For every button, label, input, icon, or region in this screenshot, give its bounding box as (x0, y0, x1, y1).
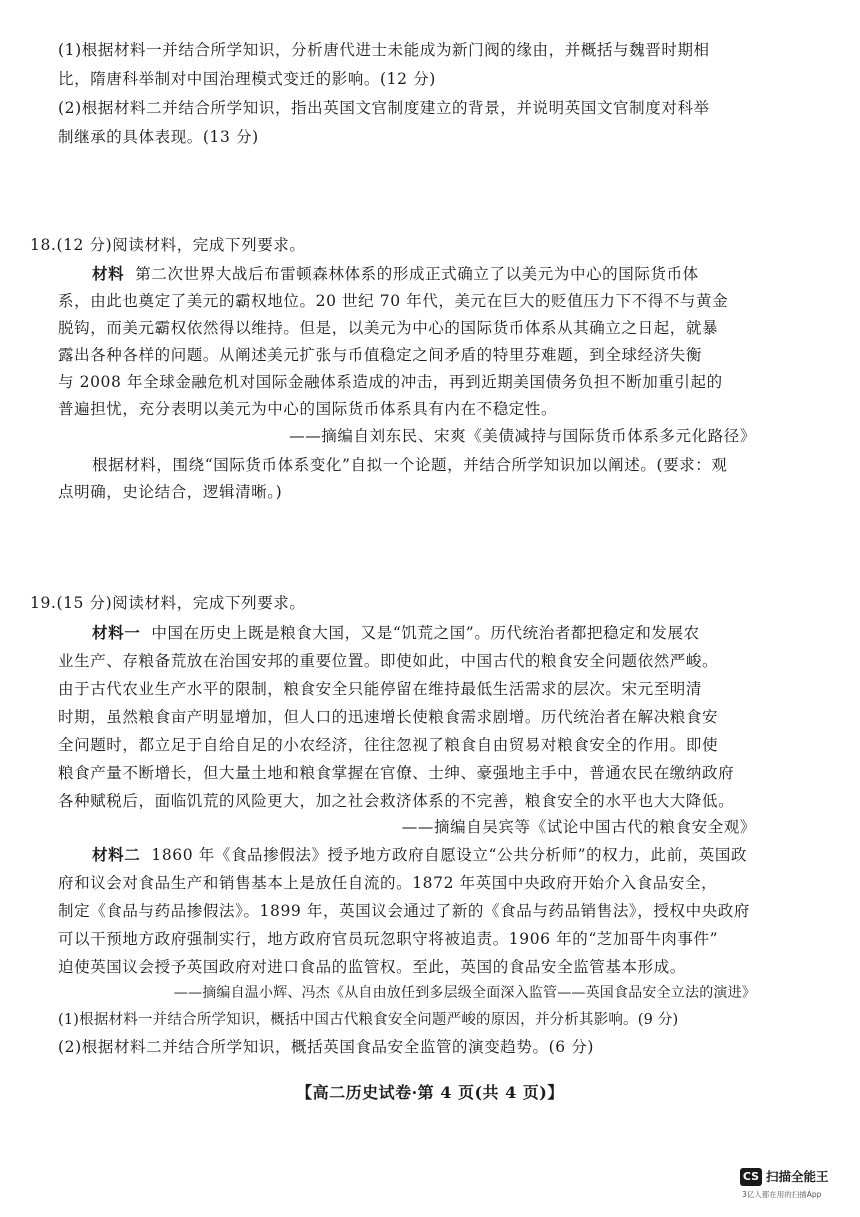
q19-m1-line-6: 各种赋税后，面临饥荒的风险更大，加之社会救济体系的不完善，粮食安全的水平也大大降低。 (58, 792, 735, 810)
q19-m1-line-2: 由于古代农业生产水平的限制，粮食安全只能停留在维持最低生活需求的层次。宋元至明清 (58, 680, 703, 698)
q18-material-line-2: 脱钩，而美元霸权依然得以维持。但是，以美元为中心的国际货币体系从其确立之日起，就暴 (58, 319, 719, 337)
q19-m1-line-3: 时期，虽然粮食亩产明显增加，但人口的迅速增长使粮食需求剧增。历代统治者在解决粮食安 (58, 708, 719, 726)
q18-material-line-0: 材料 第二次世界大战后布雷顿森林体系的形成正式确立了以美元为中心的国际货币体 (92, 264, 699, 283)
q19-sub1: (1)根据材料一并结合所学知识，概括中国古代粮食安全问题严峻的原因，并分析其影响。(9 分) (58, 1012, 679, 1028)
q18-material-line-1: 系，由此也奠定了美元的霸权地位。20 世纪 70 年代，美元在巨大的贬值压力下不得不与黄金 (58, 292, 729, 310)
watermark-tagline: 3亿人都在用的扫描App (742, 1190, 822, 1199)
q18-task-line1: 根据材料，围绕“国际货币体系变化”自拟一个论题，并结合所学知识加以阐述。(要求：观 (92, 456, 728, 474)
q17-sub1-line2: 比，隋唐科举制对中国治理模式变迁的影响。(12 分) (58, 70, 436, 88)
q18-material-line-5: 普遍担忧，充分表明以美元为中心的国际货币体系具有内在不稳定性。 (58, 400, 558, 418)
q19-header: 19.(15 分)阅读材料，完成下列要求。 (30, 594, 306, 612)
q19-m2-line-2: 制定《食品与药品掺假法》。1899 年，英国议会通过了新的《食品与药品销售法》，授权中央政府 (58, 902, 750, 920)
q19-m1-line-4: 全问题时，都立足于自给自足的小农经济，往往忽视了粮食自由贸易对粮食安全的作用。即使 (58, 736, 719, 754)
camscanner-logo-icon: CS (740, 1168, 762, 1186)
page-footer: 【高二历史试卷·第 4 页(共 4 页)】 (296, 1083, 564, 1102)
q17-sub2-line2: 制继承的具体表现。(13 分) (58, 128, 259, 146)
q19-sub2: (2)根据材料二并结合所学知识，概括英国食品安全监管的演变趋势。(6 分) (58, 1038, 595, 1056)
q19-m1-line-1: 业生产、存粮备荒放在治国安邦的重要位置。即使如此，中国古代的粮食安全问题依然严峻。 (58, 652, 719, 670)
q18-material-line-4: 与 2008 年全球金融危机对国际金融体系造成的冲击，再到近期美国债务负担不断加重引起的 (58, 373, 723, 391)
q19-m1-line-0: 材料一 中国在历史上既是粮食大国，又是“饥荒之国”。历代统治者都把稳定和发展农 (92, 623, 700, 642)
q18-task-line2: 点明确，史论结合，逻辑清晰。) (58, 483, 283, 501)
q17-sub2-line1: (2)根据材料二并结合所学知识，指出英国文官制度建立的背景，并说明英国文官制度对科举 (58, 99, 710, 117)
q19-m2-line-0: 材料二 1860 年《食品掺假法》授予地方政府自愿设立“公共分析师”的权力，此前，英国政 (92, 845, 748, 864)
q19-m1-source: ——摘编自吴宾等《试论中国古代的粮食安全观》 (401, 818, 756, 836)
q17-sub1-line1: (1)根据材料一并结合所学知识，分析唐代进士未能成为新门阀的缘由，并概括与魏晋时期相 (58, 41, 710, 59)
q18-source: ——摘编自刘东民、宋爽《美债减持与国际货币体系多元化路径》 (289, 427, 756, 445)
q19-m2-source: ——摘编自温小辉、冯杰《从自由放任到多层级全面深入监管——英国食品安全立法的演进》 (173, 985, 756, 1001)
q18-material-label: 材料 (92, 264, 125, 283)
watermark-name: 扫描全能王 (766, 1169, 829, 1184)
q18-header: 18.(12 分)阅读材料，完成下列要求。 (30, 236, 306, 254)
q19-m2-line-3: 可以干预地方政府强制实行，地方政府官员玩忽职守将被追责。1906 年的“芝加哥牛肉事件” (58, 930, 719, 948)
q19-m1-line-5: 粮食产量不断增长，但大量土地和粮食掌握在官僚、士绅、豪强地主手中，普通农民在缴纳政府 (58, 764, 735, 782)
q19-m2-label: 材料二 (92, 845, 141, 864)
q18-material-line-3: 露出各种各样的问题。从阐述美元扩张与币值稳定之间矛盾的特里芬难题，到全球经济失衡 (58, 346, 703, 364)
q19-m2-line-1: 府和议会对食品生产和销售基本上是放任自流的。1872 年英国中央政府开始介入食品安全， (58, 874, 718, 892)
q19-m2-line-4: 迫使英国议会授予英国政府对进口食品的监管权。至此，英国的食品安全监管基本形成。 (58, 958, 686, 976)
scanner-watermark (740, 1168, 850, 1208)
q19-m1-label: 材料一 (92, 623, 141, 642)
